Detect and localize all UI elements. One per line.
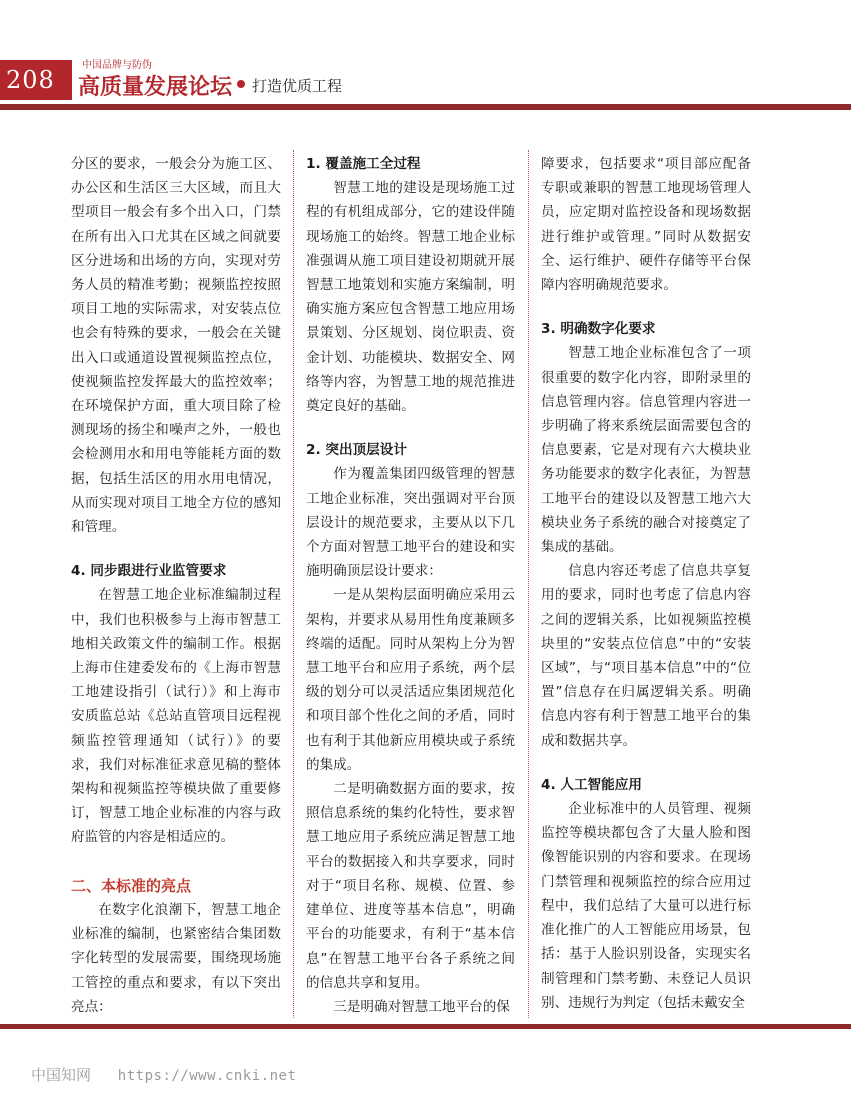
paragraph: 智慧工地企业标准包含了一项很重要的数字化内容，即附录里的信息管理内容。信息管理内容进一步明确了将来系统层面需要包含的信息要素，它是对现有六大模块业务功能要求的数字化表征，为智慧工地平台的建设以及智慧工地六大模块业务子系统的融合对接奠定了集成的基础。 <box>541 345 751 556</box>
column-divider <box>293 150 294 1018</box>
paragraph: 企业标准中的人员管理、视频监控等模块都包含了大量人脸和图像智能识别的内容和要求。在现场门禁管理和视频监控的综合应用过程中，我们总结了大量可以进行标准化推广的人工智能应用场景，包括：基于人脸识别设备，实现实名制管理和门禁考勤、未登记人员识别、违规行为判定（包括未戴安全 <box>541 801 751 1011</box>
footer <box>31 1064 296 1085</box>
page-header <box>0 0 851 112</box>
journal-name: 中国品牌与防伪 <box>82 60 152 71</box>
heading: 4. 人工智能应用 <box>541 776 642 793</box>
section-subtitle: 打造优质工程 <box>252 77 343 95</box>
heading: 1. 覆盖施工全过程 <box>306 156 421 172</box>
site-name: 中国知网 <box>31 1066 92 1084</box>
paragraph: 作为覆盖集团四级管理的智慧工地企业标准，突出强调对平台顶层设计的规范要求，主要从以下几个方面对智慧工地平台的建设和实施明确顶层设计要求： <box>306 466 515 580</box>
paragraph: 在数字化浪潮下，智慧工地企业标准的编制，也紧密结合集团数字化转型的发展需要，围绕现场施工管控的重点和要求，有以下突出亮点： <box>71 901 281 1015</box>
paragraph: 分区的要求，一般会分为施工区、办公区和生活区三大区域，而且大型项目一般会有多个出入口，门禁在所有出入口尤其在区域之间就要区分进场和出场的方向，实现对劳务人员的精准考勤；视频监控按照项目工地的实际需求，对安装点位也会有特殊的要求，一般会在关键出入口或通道设置视频监控点位，使视频监控发挥最大的监控效率；在环境保护方面，重大项目除了检测现场的扬尘和噪声之外，一般也会检测用水和用电等能耗方面的数据，包括生活区的用水用电情况，从而实现对项目工地全方位的感知和管理。 <box>71 156 281 536</box>
paragraph: 一是从架构层面明确应采用云架构，并要求从易用性角度兼顾多终端的适配。同时从架构上分为智慧工地平台和应用子系统，两个层级的划分可以灵活适应集团规范化和项目部个性化之间的矛盾，同时也有利于其他新应用模块或子系统的集成。 <box>306 587 515 773</box>
paragraph: 二是明确数据方面的要求，按照信息系统的集约化特性，要求智慧工地应用子系统应满足智慧工地平台的数据接入和共享要求，同时对于“项目名称、规模、位置、参建单位、进度等基本信息”，明确平台的功能要求，有利于“基本信息”在智慧工地平台各子系统之间的信息共享和复用。 <box>306 781 515 991</box>
footer-rule <box>0 1024 851 1029</box>
heading: 2. 突出顶层设计 <box>306 442 407 459</box>
column-3 <box>541 152 751 1015</box>
chevrons-icon: ››› <box>56 56 64 69</box>
column-2 <box>306 152 515 1019</box>
header-rule <box>0 104 851 110</box>
section-heading: 二、本标准的亮点 <box>71 876 192 895</box>
section-title: 高质量发展论坛 <box>78 75 233 100</box>
column-1 <box>71 152 281 1019</box>
paragraph: 在智慧工地企业标准编制过程中，我们也积极参与上海市智慧工地相关政策文件的编制工作。根据上海市住建委发布的《上海市智慧工地建设指引（试行）》和上海市安质监总站《总站直管项目远程视频监控管理通知（试行）》的要求，我们对标准征求意见稿的整体架构和视频监控等模块做了重要修订，智慧工地企业标准的内容与政府监管的内容是相适应的。 <box>71 587 281 846</box>
heading: 4. 同步跟进行业监管要求 <box>71 563 227 580</box>
column-divider <box>528 150 529 1018</box>
heading: 3. 明确数字化要求 <box>541 321 656 338</box>
bullet-dot-icon <box>237 80 245 88</box>
site-url[interactable]: https://www.cnki.net <box>117 1068 297 1084</box>
page-number: 208 <box>6 66 55 94</box>
paragraph: 信息内容还考虑了信息共享复用的要求，同时也考虑了信息内容之间的逻辑关系，比如视频监控模块里的“安装点位信息”中的“安装区域”，与“项目基本信息”中的“位置”信息存在归属逻辑关系。明确信息内容有利于智慧工地平台的集成和数据共享。 <box>541 563 751 749</box>
paragraph: 智慧工地的建设是现场施工过程的有机组成部分，它的建设伴随现场施工的始终。智慧工地企业标准强调从施工项目建设初期就开展智慧工地策划和实施方案编制，明确实施方案应包含智慧工地应用场景策划、分区规划、岗位职责、资金计划、功能模块、数据安全、网络等内容，为智慧工地的规范推进奠定良好的基础。 <box>306 180 515 415</box>
paragraph: 三是明确对智慧工地平台的保 <box>333 998 510 1015</box>
paragraph: 障要求，包括要求“项目部应配备专职或兼职的智慧工地现场管理人员，应定期对监控设备和现场数据进行维护或管理。”同时从数据安全、运行维护、硬件存储等平台保障内容明确规范要求。 <box>541 156 751 294</box>
